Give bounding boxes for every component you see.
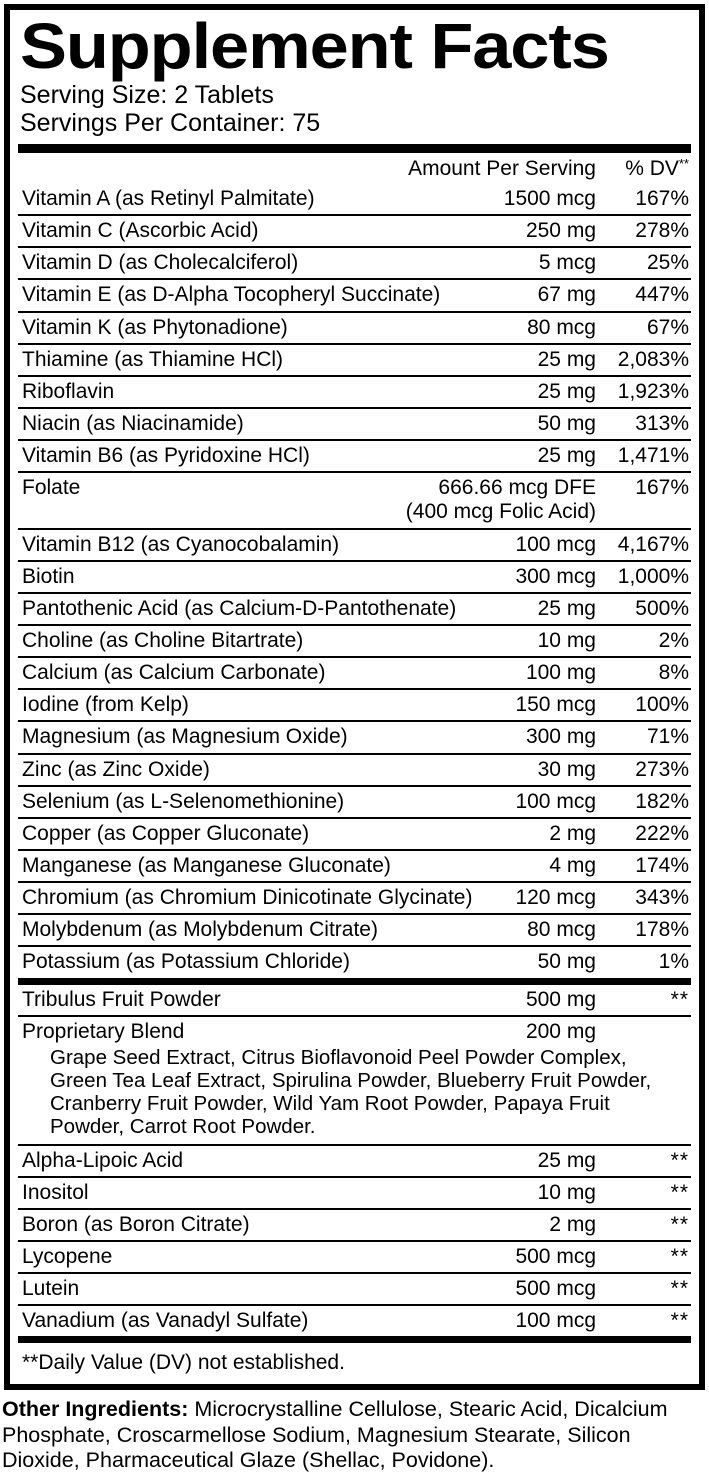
ingredient-dv: 182% [635,789,689,813]
table-row-main [18,985,691,1015]
ingredient-name: Selenium (as L-Selenomethionine) [22,789,345,813]
ingredient-dv: 2% [658,628,689,652]
ingredient-amount: 120 mcg [515,886,596,910]
table-row [18,1208,691,1240]
table-row-main [18,313,691,343]
ingredient-dv: ** [670,1277,689,1301]
table-row-main [18,473,691,527]
table-row [18,817,691,849]
ingredient-amount: 5 mcg [538,251,596,275]
other-ingredients [2,1397,707,1473]
table-row-main [18,345,691,375]
ingredient-dv: ** [670,1148,689,1172]
table-row [18,471,691,527]
table-row-main [18,248,691,278]
table-row-main [18,1306,691,1336]
ingredient-name: Vitamin B12 (as Cyanocobalamin) [22,532,340,556]
supplement-facts-label [4,4,705,1390]
ingredient-name: Chromium (as Chromium Dinicotinate Glycinate) [22,886,473,910]
ingredient-amount: 10 mg [537,1180,596,1204]
table-row-main [18,851,691,881]
ingredient-name: Copper (as Copper Gluconate) [22,821,310,845]
ingredient-amount: 80 mcg [527,315,596,339]
facts-table-body [18,184,691,1336]
table-row [18,720,691,752]
ingredient-dv: 343% [635,886,689,910]
ingredient-dv: 2,083% [617,347,689,371]
table-row-main [18,594,691,624]
ingredient-amount: 100 mcg [515,1309,596,1333]
ingredient-name: Boron (as Boron Citrate) [22,1212,250,1236]
ingredient-amount: 100 mcg [515,532,596,556]
ingredient-dv: 178% [635,918,689,942]
ingredient-amount: 500 mg [525,987,596,1011]
table-row [18,1144,691,1176]
table-row-main [18,947,691,977]
ingredient-name: Potassium (as Potassium Chloride) [22,950,350,974]
table-row [18,246,691,278]
ingredient-amount: 30 mg [537,757,596,781]
table-row [18,1272,691,1304]
ingredient-name: Vitamin E (as D-Alpha Tocopheryl Succinate) [22,283,441,307]
column-dv-label: % DV** [625,156,689,180]
ingredient-dv: 67% [646,315,689,339]
ingredient-amount: 2 mg [549,1212,596,1236]
ingredient-name: Choline (as Choline Bitartrate) [22,628,304,652]
ingredient-amount: 250 mg [525,219,596,243]
table-row [18,753,691,785]
table-row [18,1304,691,1336]
ingredient-dv: 1% [658,950,689,974]
ingredient-name: Magnesium (as Magnesium Oxide) [22,725,348,749]
table-row [18,311,691,343]
ingredient-name: Vitamin B6 (as Pyridoxine HCl) [22,444,310,468]
table-row-main [18,755,691,785]
ingredient-name: Folate [22,476,81,500]
ingredient-name: Calcium (as Calcium Carbonate) [22,661,326,685]
table-row-main [18,1178,691,1208]
ingredient-name: Zinc (as Zinc Oxide) [22,757,210,781]
ingredient-dv: 222% [635,821,689,845]
ingredient-dv: 167% [635,187,689,210]
ingredient-dv: ** [670,1212,689,1236]
table-row [18,656,691,688]
ingredient-amount: 10 mg [537,628,596,652]
table-row-main [18,409,691,439]
ingredient-dv: ** [670,1245,689,1269]
table-row [18,407,691,439]
table-row [18,624,691,656]
table-row [18,439,691,471]
servings-per-container: Servings Per Container: 75 [20,108,321,137]
ingredient-name: Manganese (as Manganese Gluconate) [22,853,391,877]
table-row-main [18,658,691,688]
dv-footnote-marker: ** [678,156,689,171]
table-row-main [18,562,691,592]
table-row [18,985,691,1015]
ingredient-amount: 500 mcg [515,1245,596,1269]
ingredient-dv: 1,000% [617,564,689,588]
label-title: Supplement Facts [20,10,609,82]
table-row-main [18,1146,691,1176]
ingredient-dv: 278% [635,219,689,243]
ingredient-name: Riboflavin [22,379,115,403]
ingredient-name: Vitamin K (as Phytonadione) [22,315,288,339]
ingredient-dv: ** [670,1309,689,1333]
ingredient-dv: 313% [635,411,689,435]
ingredient-dv: 4,167% [617,532,689,556]
ingredient-name: Vitamin C (Ascorbic Acid) [22,219,259,243]
ingredient-amount: 80 mcg [527,918,596,942]
ingredient-dv: 174% [635,853,689,877]
column-header-row [18,153,691,184]
table-row [18,1240,691,1272]
table-row-main [18,441,691,471]
table-row [18,785,691,817]
ingredient-dv: 500% [635,596,689,620]
table-row [18,688,691,720]
table-row-main [18,787,691,817]
table-row-main [18,1210,691,1240]
ingredient-name: Proprietary Blend [22,1019,185,1043]
ingredient-name: Alpha-Lipoic Acid [22,1148,184,1172]
ingredient-name: Niacin (as Niacinamide) [22,411,244,435]
ingredient-dv: 71% [646,725,689,749]
ingredient-dv: 167% [635,476,689,500]
ingredient-name: Lycopene [22,1245,113,1269]
table-row [18,214,691,246]
table-row-main [18,690,691,720]
blend-sub-ingredients: Grape Seed Extract, Citrus Bioflavonoid Peel Powder Complex, Green Tea Leaf Extract, Spirulina Powder, Blueberry Fruit Powder, Cranberry Fruit Powder, Wild Yam Root Powder, Papaya Fruit Powder, Carrot Root Powder. [50,1045,652,1138]
table-row [18,278,691,310]
ingredient-name: Molybdenum (as Molybdenum Citrate) [22,918,378,942]
ingredient-dv: 273% [635,757,689,781]
ingredient-amount: 25 mg [537,1148,596,1172]
ingredient-amount: 100 mg [525,661,596,685]
ingredient-dv: 1,471% [617,444,689,468]
table-row-main [18,1274,691,1304]
ingredient-amount: 25 mg [537,379,596,403]
ingredient-name: Iodine (from Kelp) [22,693,189,717]
ingredient-dv: ** [670,1180,689,1204]
table-row [18,184,691,214]
ingredient-dv: ** [670,987,689,1011]
table-row [18,528,691,560]
other-ingredients-text: Microcrystalline Cellulose, Stearic Acid, Dicalcium Phosphate, Croscarmellose Sodium, Magnesium Stearate, Silicon Dioxide, Pharmaceutical Glaze (Shellac, Povidone). [2,1397,668,1473]
table-row [18,913,691,945]
table-row-main [18,819,691,849]
ingredient-amount: 50 mg [537,950,596,974]
ingredient-name: Biotin [22,564,75,588]
table-row [18,343,691,375]
footnote: **Daily Value (DV) not established. [22,1351,345,1375]
ingredient-amount: 200 mg [525,1019,596,1043]
table-row-main [18,377,691,407]
table-row [18,849,691,881]
ingredient-amount-secondary: (400 mcg Folic Acid) [405,500,596,524]
ingredient-amount: 500 mcg [515,1277,596,1301]
table-row-main [18,184,691,214]
ingredient-name: Pantothenic Acid (as Calcium-D-Pantothenate) [22,596,457,620]
table-row-main [18,915,691,945]
column-amount-label: Amount Per Serving [408,157,596,180]
ingredient-dv: 1,923% [617,379,689,403]
ingredient-dv: 25% [646,251,689,275]
table-row [18,945,691,977]
table-row [18,375,691,407]
ingredient-dv: 447% [635,283,689,307]
ingredient-amount: 150 mcg [515,693,596,717]
ingredient-name: Thiamine (as Thiamine HCl) [22,347,284,371]
table-row-main [18,280,691,310]
ingredient-amount: 300 mg [525,725,596,749]
ingredient-amount: 50 mg [537,411,596,435]
table-row [18,1015,691,1144]
ingredient-amount: 25 mg [537,596,596,620]
ingredient-name: Lutein [22,1277,80,1301]
header-divider-bar [18,144,691,153]
table-row-main [18,216,691,246]
ingredient-amount: 1500 mcg [503,187,596,210]
ingredient-amount: 666.66 mcg DFE (400 mcg Folic Acid) [405,476,596,524]
section-divider-bar [18,978,691,985]
table-row [18,1176,691,1208]
ingredient-name: Vitamin D (as Cholecalciferol) [22,251,299,275]
ingredient-name: Inositol [22,1180,89,1204]
ingredient-name: Vitamin A (as Retinyl Palmitate) [22,187,315,210]
ingredient-amount: 25 mg [537,347,596,371]
footnote-divider-bar [18,1336,691,1343]
ingredient-name: Vanadium (as Vanadyl Sulfate) [22,1309,309,1333]
table-row-main [18,722,691,752]
serving-size: Serving Size: 2 Tablets [20,81,274,109]
table-row-main [18,1017,691,1047]
table-row [18,560,691,592]
ingredient-amount: 300 mcg [515,564,596,588]
table-row [18,881,691,913]
ingredient-amount: 2 mg [549,821,596,845]
table-row [18,592,691,624]
ingredient-amount: 100 mcg [515,789,596,813]
ingredient-amount: 4 mg [549,853,596,877]
table-row-main [18,626,691,656]
ingredient-dv: 100% [635,693,689,717]
other-ingredients-label: Other Ingredients: [2,1397,189,1422]
table-row-main [18,883,691,913]
ingredient-dv: 8% [658,661,689,685]
ingredient-name: Tribulus Fruit Powder [22,987,221,1011]
ingredient-amount: 25 mg [537,444,596,468]
ingredient-amount: 67 mg [537,283,596,307]
table-row-main [18,1242,691,1272]
table-row-main [18,530,691,560]
